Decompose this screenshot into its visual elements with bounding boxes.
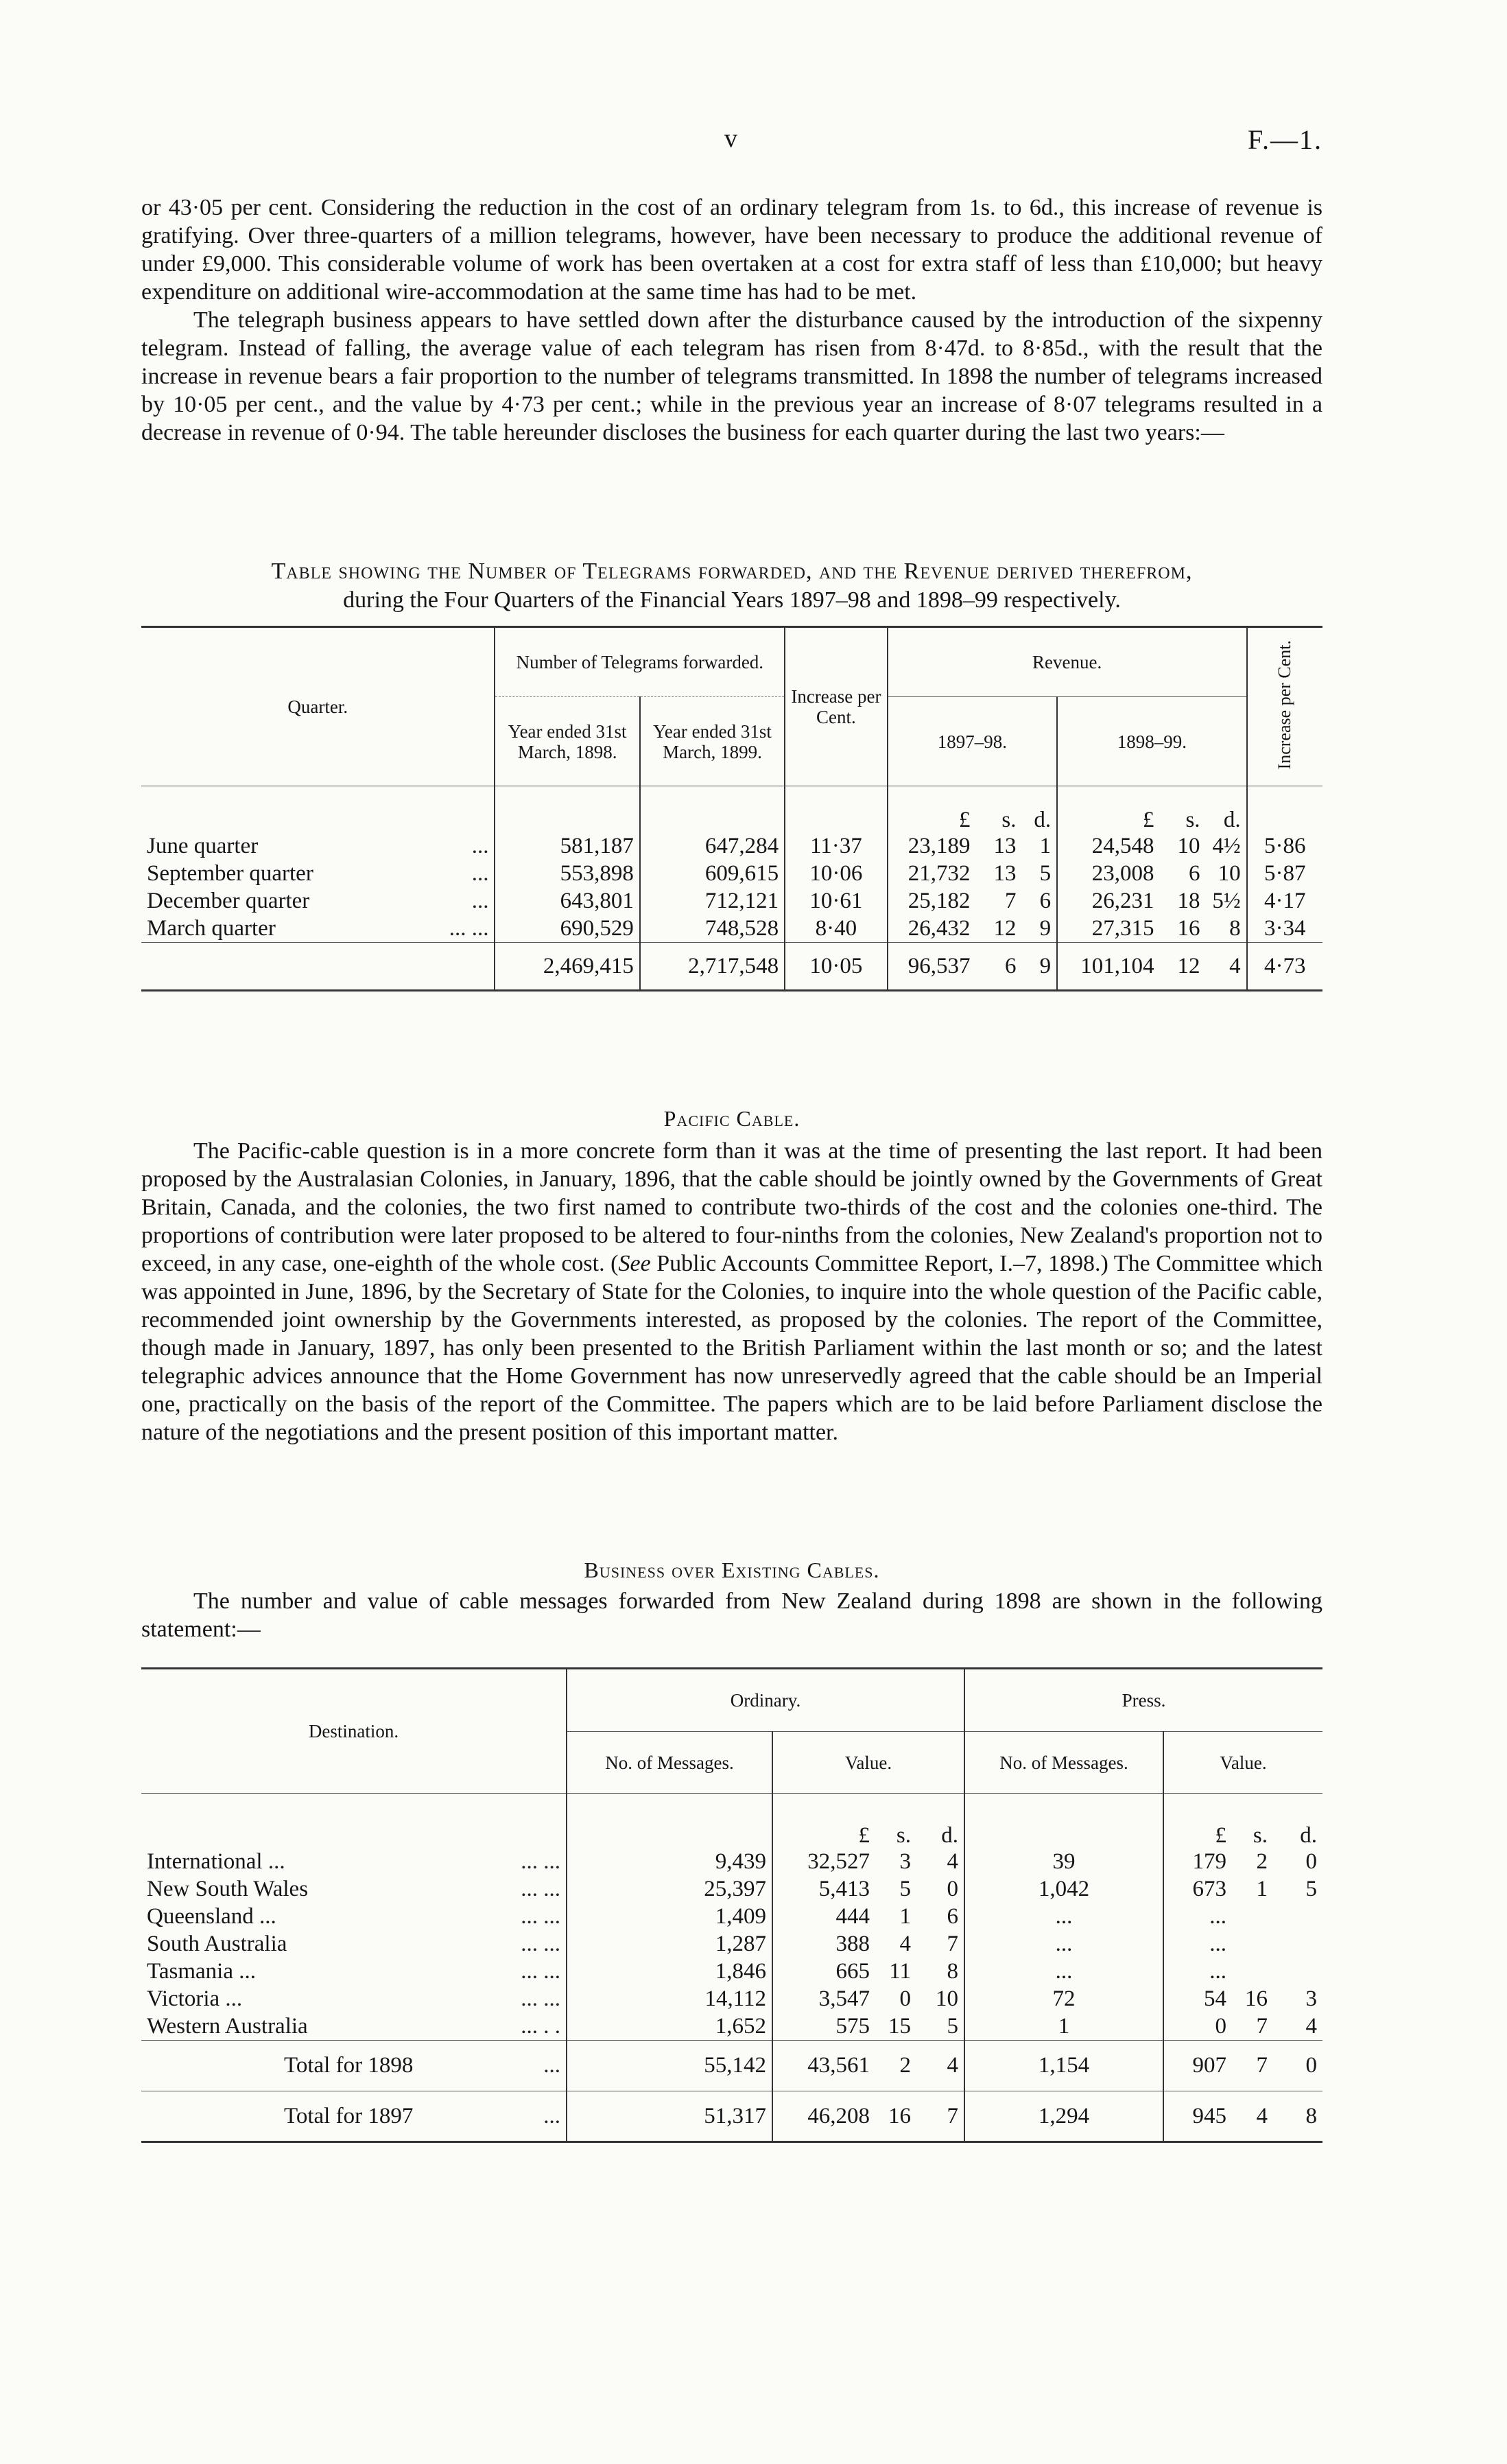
cables-intro: The number and value of cable messages forwarded from New Zealand during 1898 are shown in the following statement:—	[141, 1588, 1322, 1642]
cables-table	[141, 1667, 1322, 2148]
unit-pound: £	[888, 786, 976, 833]
cell-n1898: 643,801	[495, 888, 639, 915]
quarter-cell	[141, 888, 495, 915]
cell-r2-s: 6	[1189, 861, 1200, 886]
col-destination: Destination.	[308, 1721, 399, 1741]
cell-p-l: ...	[1163, 1931, 1232, 1958]
cell-r2-s: 18	[1177, 889, 1200, 913]
cell-o-d: 4	[947, 2053, 958, 2078]
cell-o-s: 3	[899, 1849, 911, 1874]
quarter-cell	[141, 915, 495, 943]
cell-p-l: 0	[1163, 2013, 1232, 2041]
quarter-label: June quarter	[147, 834, 259, 858]
cell-o-s: 0	[899, 1986, 911, 2011]
destination-label: Tasmania ...	[147, 1959, 256, 1984]
total-r1-l: 96,537	[888, 943, 976, 991]
cell-o-d: 7	[947, 2103, 958, 2128]
leader-dots: ... ...	[521, 1849, 560, 1874]
cables-heading: Business over Existing Cables.	[584, 1558, 880, 1582]
col-year-1899: Year ended 31st March, 1899.	[640, 697, 785, 786]
table-row	[141, 1876, 1322, 1903]
cell-p-s	[1232, 1931, 1273, 1958]
cell-p-n: 39	[964, 1849, 1163, 1876]
cell-r2-l: 27,315	[1057, 915, 1159, 943]
cell-p-n: 1	[964, 2013, 1163, 2041]
total-r2-l: 101,104	[1057, 943, 1159, 991]
cell-p-l: ...	[1163, 1958, 1232, 1986]
cell-o-l: 444	[772, 1903, 875, 1931]
cell-o-n: 55,142	[567, 2041, 772, 2091]
destination-cell	[141, 1849, 567, 1876]
destination-label: International ...	[147, 1849, 285, 1874]
col-ordinary-messages: No. of Messages.	[567, 1732, 772, 1794]
col-quarter: Quarter.	[287, 696, 348, 717]
col-rev-1898-99: 1898–99.	[1057, 697, 1247, 786]
cell-o-d: 8	[947, 1959, 958, 1984]
col-year-1898: Year ended 31st March, 1898.	[495, 697, 639, 786]
table-row	[141, 1986, 1322, 2013]
table-row	[141, 1903, 1322, 1931]
leader-dots: ... ...	[449, 915, 489, 941]
unit-pound: £	[1163, 1794, 1232, 1849]
cell-n1899: 748,528	[640, 915, 785, 943]
leader-dots: ... ...	[521, 1986, 560, 2011]
cell-p-s: 2	[1256, 1849, 1268, 1874]
cell-r1-d: 6	[1039, 889, 1052, 913]
table-total-row	[141, 943, 1322, 991]
total-n1899: 2,717,548	[640, 943, 785, 991]
unit-pound: £	[772, 1794, 875, 1849]
cell-o-s: 4	[899, 1932, 911, 1956]
cell-o-l: 5,413	[772, 1876, 875, 1903]
cell-p-l: 54	[1163, 1986, 1232, 2013]
cell-r1-s: 7	[1005, 889, 1017, 913]
destination-label: Victoria ...	[147, 1986, 243, 2011]
cell-o-d: 5	[947, 2013, 958, 2039]
telegrams-table	[141, 626, 1322, 996]
unit-shilling: s.	[1001, 807, 1017, 832]
cell-o-n: 51,317	[567, 2091, 772, 2142]
total-label: Total for 1897	[284, 2103, 414, 2128]
destination-cell	[141, 2091, 567, 2142]
cell-r2-s: 16	[1177, 915, 1200, 941]
cell-p-n: 72	[964, 1986, 1163, 2013]
quarter-label: September quarter	[147, 861, 313, 886]
cell-o-l: 46,208	[772, 2091, 875, 2142]
destination-label: Western Australia	[147, 2013, 308, 2039]
cell-o-d: 7	[947, 1932, 958, 1956]
col-revenue: Revenue.	[888, 627, 1247, 697]
cell-r2-l: 26,231	[1057, 888, 1159, 915]
cell-inc: 11·37	[785, 833, 887, 860]
total-inc2: 4·73	[1247, 943, 1322, 991]
cell-n1898: 581,187	[495, 833, 639, 860]
table-telegrams-caption	[141, 557, 1322, 615]
table-row	[141, 1849, 1322, 1876]
pacific-cable-heading: Pacific Cable.	[663, 1106, 800, 1131]
cell-p-n: ...	[964, 1958, 1163, 1986]
cell-o-l: 388	[772, 1931, 875, 1958]
destination-cell	[141, 1986, 567, 2013]
pacific-cable-paragraph	[141, 1137, 1322, 1446]
leader-dots: ... . .	[521, 2013, 560, 2039]
table-caption-line-2: during the Four Quarters of the Financial Years 1897–98 and 1898–99 respectively.	[343, 587, 1121, 613]
destination-label: South Australia	[147, 1932, 287, 1956]
leader-dots: ...	[471, 861, 489, 886]
cell-p-n: 1,154	[964, 2041, 1163, 2091]
cell-inc2: 4·17	[1247, 888, 1322, 915]
cell-p-l: 907	[1163, 2041, 1232, 2091]
cell-o-l: 32,527	[772, 1849, 875, 1876]
destination-cell	[141, 1903, 567, 1931]
leader-dots: ...	[471, 834, 489, 858]
cell-o-s: 2	[899, 2053, 911, 2078]
table-caption-line-1: Table showing the Number of Telegrams forwarded, and the Revenue derived therefrom,	[271, 559, 1193, 584]
col-press: Press.	[964, 1669, 1322, 1732]
cell-r2-d: 10	[1218, 861, 1241, 886]
cell-inc2: 5·86	[1247, 833, 1322, 860]
cell-p-d: 8	[1305, 2103, 1317, 2128]
unit-pence: d.	[1300, 1822, 1317, 1848]
total-r1-s: 6	[1005, 953, 1017, 978]
cell-r1-d: 5	[1039, 861, 1052, 886]
cell-o-s: 1	[899, 1904, 911, 1929]
cell-r1-l: 25,182	[888, 888, 976, 915]
col-number-group: Number of Telegrams forwarded.	[495, 627, 785, 697]
leader-dots: ...	[543, 2053, 560, 2078]
cell-r2-d: 8	[1229, 915, 1241, 941]
leader-dots: ...	[543, 2103, 560, 2128]
cell-r1-d: 1	[1039, 834, 1052, 858]
total-label: Total for 1898	[284, 2053, 414, 2078]
total-n1898: 2,469,415	[495, 943, 639, 991]
cell-o-l: 575	[772, 2013, 875, 2041]
cell-p-s: 7	[1256, 2053, 1268, 2078]
table-row	[141, 888, 1322, 915]
quarter-cell	[141, 833, 495, 860]
unit-pound: £	[1057, 786, 1159, 833]
cell-inc: 10·06	[785, 860, 887, 888]
total-r2-s: 12	[1177, 953, 1200, 978]
cell-p-d: 4	[1305, 2013, 1317, 2039]
cell-r2-l: 24,548	[1057, 833, 1159, 860]
col-increase-2	[1247, 627, 1322, 786]
cell-p-s: 16	[1245, 1986, 1268, 2011]
quarter-cell	[141, 860, 495, 888]
cell-n1899: 712,121	[640, 888, 785, 915]
cell-p-l: 945	[1163, 2091, 1232, 2142]
cell-p-d	[1273, 1931, 1322, 1958]
cell-p-s: 7	[1256, 2013, 1268, 2039]
unit-shilling: s.	[896, 1822, 911, 1848]
cell-inc: 8·40	[785, 915, 887, 943]
total-inc: 10·05	[785, 943, 887, 991]
destination-cell	[141, 1958, 567, 1986]
cell-p-d: 0	[1305, 1849, 1317, 1874]
page-number: v	[724, 124, 737, 153]
cell-r2-d: 4½	[1212, 834, 1241, 858]
total-r1-d: 9	[1039, 953, 1052, 978]
cell-o-d: 0	[947, 1877, 958, 1901]
col-increase-2-label: Increase per Cent.	[1274, 640, 1295, 770]
unit-shilling: s.	[1253, 1822, 1268, 1848]
cell-n1899: 647,284	[640, 833, 785, 860]
cell-o-n: 1,652	[567, 2013, 772, 2041]
quarter-label: December quarter	[147, 889, 310, 913]
cell-o-n: 9,439	[567, 1849, 772, 1876]
quarter-label: March quarter	[147, 915, 276, 941]
unit-shilling: s.	[1185, 807, 1200, 832]
cell-r2-d: 5½	[1212, 889, 1241, 913]
cell-o-d: 4	[947, 1849, 958, 1874]
cell-p-l: ...	[1163, 1903, 1232, 1931]
leader-dots: ... ...	[521, 1959, 560, 1984]
destination-label: Queensland ...	[147, 1904, 276, 1929]
pacific-see: See	[618, 1251, 651, 1276]
table-row	[141, 915, 1322, 943]
pacific-text-b: Public Accounts Committee Report, I.–7, 1898.) The Committee which was appointed in June, 1896, by the Secretary of State for the Colonies, to inquire into the whole question of the Pacific cable, recommended joint ownership by the Governments interested, as proposed by the colonies. The report of the Committee, though made in January, 1897, has only been presented to the British Parliament within the last month or so; and the latest telegraphic advices announce that the Home Government has now unreservedly agreed that the cable should be an Imperial one, practically on the basis of the report of the Committee. The papers which are to be laid before Parliament disclose the nature of the negotiations and the present position of this important matter.	[141, 1251, 1322, 1445]
cell-r1-s: 13	[993, 861, 1017, 886]
col-ordinary-value: Value.	[772, 1732, 964, 1794]
cell-p-d: 5	[1305, 1877, 1317, 1901]
table-row	[141, 860, 1322, 888]
destination-cell	[141, 2013, 567, 2041]
cell-p-s	[1232, 1903, 1273, 1931]
leader-dots: ...	[471, 889, 489, 913]
cell-o-n: 1,846	[567, 1958, 772, 1986]
cell-p-s	[1232, 1958, 1273, 1986]
col-increase: Increase per Cent.	[785, 627, 887, 786]
col-ordinary: Ordinary.	[567, 1669, 964, 1732]
cell-p-l: 673	[1163, 1876, 1232, 1903]
cell-r1-s: 13	[993, 834, 1017, 858]
cell-n1898: 690,529	[495, 915, 639, 943]
pacific-text-a: The Pacific-cable question is in a more concrete form than it was at the time of presenting the last report. It had been proposed by the Australasian Colonies, in January, 1896, that the cable should be jointly owned by the Governments of Great Britain, Canada, and the colonies, the two first named to contribute two-thirds of the cost and the colonies one-third. The proportions of contribution were later proposed to be altered to four-ninths from the colonies, New Zealand's proportion not to exceed, in any case, one-eighth of the whole cost. (	[141, 1138, 1322, 1276]
paragraph-revenue: or 43·05 per cent. Considering the reduction in the cost of an ordinary telegram from 1s. to 6d., this increase of revenue is gratifying. Over three-quarters of a million telegrams, however, have been necessary to produce the additional revenue of under £9,000. This considerable volume of work has been overtaken at a cost for extra staff of less than £10,000; but heavy expenditure on additional wire-accommodation at the same time has had to be met.	[141, 195, 1322, 305]
cell-r1-d: 9	[1039, 915, 1052, 941]
paper-reference: F.—1.	[1247, 124, 1322, 155]
destination-cell	[141, 2041, 567, 2091]
cell-r1-l: 23,189	[888, 833, 976, 860]
cell-p-s: 4	[1256, 2103, 1268, 2128]
cell-r1-s: 12	[993, 915, 1017, 941]
cell-o-l: 43,561	[772, 2041, 875, 2091]
total-row	[141, 2091, 1322, 2142]
cell-o-l: 3,547	[772, 1986, 875, 2013]
total-r2-d: 4	[1229, 953, 1241, 978]
cell-inc: 10·61	[785, 888, 887, 915]
unit-pence: d.	[1034, 807, 1052, 832]
cell-o-d: 10	[936, 1986, 958, 2011]
cell-p-n: 1,294	[964, 2091, 1163, 2142]
col-press-messages: No. of Messages.	[964, 1732, 1163, 1794]
cell-p-d: 3	[1305, 1986, 1317, 2011]
cell-r2-l: 23,008	[1057, 860, 1159, 888]
leader-dots: ... ...	[521, 1904, 560, 1929]
cell-inc2: 3·34	[1247, 915, 1322, 943]
destination-cell	[141, 1876, 567, 1903]
cell-o-n: 1,409	[567, 1903, 772, 1931]
unit-pence: d.	[941, 1822, 958, 1848]
cell-r1-l: 26,432	[888, 915, 976, 943]
cell-p-n: ...	[964, 1931, 1163, 1958]
destination-cell	[141, 1931, 567, 1958]
cell-p-d	[1273, 1903, 1322, 1931]
unit-pence: d.	[1223, 807, 1241, 832]
table-row	[141, 2013, 1322, 2041]
cell-o-s: 5	[899, 1877, 911, 1901]
destination-label: New South Wales	[147, 1877, 309, 1901]
cell-p-n: ...	[964, 1903, 1163, 1931]
cell-o-d: 6	[947, 1904, 958, 1929]
cell-o-s: 16	[888, 2103, 911, 2128]
cell-o-n: 25,397	[567, 1876, 772, 1903]
paragraph-telegraph-business: The telegraph business appears to have settled down after the disturbance caused by the introduction of the sixpenny telegram. Instead of falling, the average value of each telegram has risen from 8·47d. to 8·85d., with the result that the increase in revenue bears a fair proportion to the number of telegrams transmitted. In 1898 the number of telegrams increased by 10·05 per cent., and the value by 4·73 per cent.; while in the previous year an increase of 8·07 telegrams resulted in a decrease in revenue of 0·94. The table hereunder discloses the business for each quarter during the last two years:—	[141, 307, 1322, 445]
cell-p-n: 1,042	[964, 1876, 1163, 1903]
table-row	[141, 833, 1322, 860]
cell-p-d	[1273, 1958, 1322, 1986]
table-row	[141, 1958, 1322, 1986]
cell-p-s: 1	[1256, 1877, 1268, 1901]
table-row	[141, 1931, 1322, 1958]
leader-dots: ... ...	[521, 1877, 560, 1901]
cell-r2-s: 10	[1177, 834, 1200, 858]
cell-n1898: 553,898	[495, 860, 639, 888]
page-header	[141, 124, 1322, 172]
cell-o-n: 14,112	[567, 1986, 772, 2013]
cell-o-l: 665	[772, 1958, 875, 1986]
cell-o-n: 1,287	[567, 1931, 772, 1958]
cell-r1-l: 21,732	[888, 860, 976, 888]
total-row	[141, 2041, 1322, 2091]
col-rev-1897-98: 1897–98.	[888, 697, 1057, 786]
leader-dots: ... ...	[521, 1932, 560, 1956]
cell-o-s: 11	[889, 1959, 911, 1984]
cell-p-l: 179	[1163, 1849, 1232, 1876]
cell-n1899: 609,615	[640, 860, 785, 888]
col-press-value: Value.	[1163, 1732, 1322, 1794]
cell-inc2: 5·87	[1247, 860, 1322, 888]
cell-p-d: 0	[1305, 2053, 1317, 2078]
cell-o-s: 15	[888, 2013, 911, 2039]
